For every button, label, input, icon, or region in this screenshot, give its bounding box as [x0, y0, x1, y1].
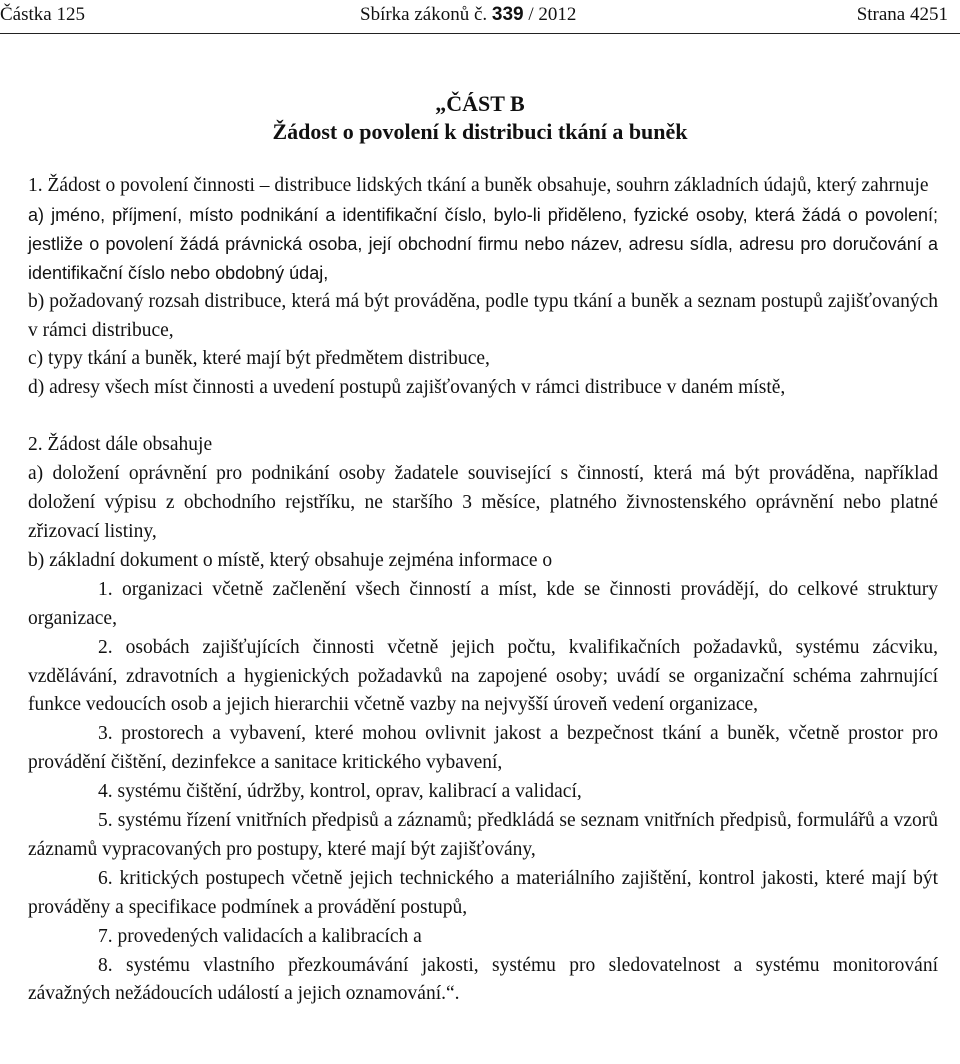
list-item-7: 7. provedených validacích a kalibracích a [98, 925, 422, 947]
list-item-1: 1. organizaci včetně začlenění všech činností a míst, kde se činnosti provádějí, do celkové struktury organizace, [28, 578, 938, 629]
document-body [28, 172, 938, 1009]
header-rule [0, 33, 960, 34]
header-collection-number: 339 [491, 4, 524, 25]
header-part-number: Částka 125 [0, 4, 85, 25]
list-item-6: 6. kritických postupech včetně jejich technického a materiálního zajištění, kontrol jakosti, které mají být prováděny a specifikace podmínek a provádění postupů, [28, 867, 938, 918]
header-collection-year: / 2012 [528, 4, 577, 25]
paragraph-2-item-a: a) doložení oprávnění pro podnikání osoby žadatele související s činností, která má být prováděna, například doložení výpisu z obchodního rejstříku, ne staršího 3 měsíce, platného živnostenského oprávnění nebo platné zřizovací listiny, [28, 463, 938, 542]
paragraph-2-item-b: b) základní dokument o místě, který obsahuje zejména informace o [28, 549, 553, 571]
paragraph-1-item-c: c) typy tkání a buněk, které mají být předmětem distribuce, [28, 348, 490, 370]
header-page-number: Strana 4251 [856, 4, 948, 25]
page-header [0, 4, 960, 30]
section-title: Žádost o povolení k distribuci tkání a buněk [272, 119, 688, 144]
list-item-4: 4. systému čištění, údržby, kontrol, oprav, kalibrací a validací, [98, 781, 582, 803]
list-item-5: 5. systému řízení vnitřních předpisů a záznamů; předkládá se seznam vnitřních předpisů, formulářů a vzorů záznamů vypracovaných pro postupy, které mají být zajišťovány, [28, 810, 938, 860]
paragraph-1-intro: 1. Žádost o povolení činnosti – distribuce lidských tkání a buněk obsahuje, souhrn základních údajů, který zahrnuje [28, 175, 929, 196]
list-item-8: 8. systému vlastního přezkoumávání jakosti, systému pro sledovatelnost a systému monitorování závažných nežádoucích událostí a jejich oznamování.“. [28, 954, 938, 1005]
paragraph-1-item-b: b) požadovaný rozsah distribuce, která má být prováděna, podle typu tkání a buněk a seznam postupů zajišťovaných v rámci distribuce, [28, 290, 938, 341]
list-item-3: 3. prostorech a vybavení, které mohou ovlivnit jakost a bezpečnost tkání a buněk, včetně prostor pro provádění čištění, dezinfekce a sanitace kritického vybavení, [28, 723, 938, 774]
header-collection [360, 4, 576, 26]
paragraph-1-item-a: a) jméno, příjmení, místo podnikání a identifikační číslo, bylo-li přiděleno, fyzické osoby, která žádá o povolení; jestliže o povolení žádá právnická osoba, její obchodní firmu nebo název, adresu sídla, adresu pro doručování a identifikační číslo nebo obdobný údaj, [28, 204, 938, 283]
header-collection-prefix: Sbírka zákonů č. [360, 4, 488, 25]
paragraph-gap [28, 403, 938, 431]
section-heading: „ČÁST B [435, 91, 525, 116]
paragraph-2-intro: 2. Žádost dále obsahuje [28, 434, 213, 456]
paragraph-1-item-d: d) adresy všech míst činnosti a uvedení postupů zajišťovaných v rámci distribuce v daném místě, [28, 377, 786, 399]
list-item-2: 2. osobách zajišťujících činnosti včetně jejich počtu, kvalifikačních požadavků, systému zácviku, vzdělávání, zdravotních a hygienických požadavků na zapojené osoby; uvádí se organizační schéma zahrnující funkce vedoucích osob a jejich hierarchii včetně vazby na nejvyšší úroveň vedení organizace, [28, 636, 938, 716]
